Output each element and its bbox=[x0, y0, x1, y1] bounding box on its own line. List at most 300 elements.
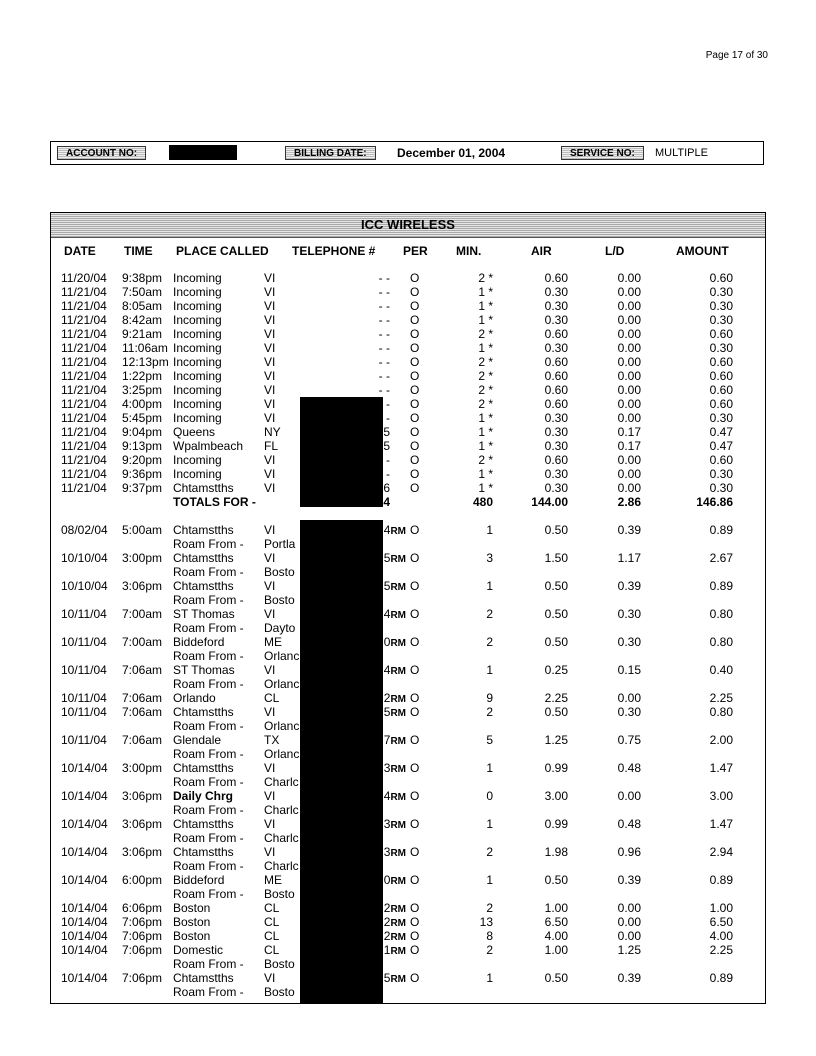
cell-st: VI bbox=[264, 397, 276, 411]
cell-amt: 0.89 bbox=[709, 873, 733, 887]
cell-place: Roam From - bbox=[173, 831, 244, 845]
cell-per: O bbox=[410, 873, 420, 887]
cell-tel: - bbox=[386, 411, 390, 425]
cell-per: O bbox=[410, 467, 420, 481]
cell-place: ST Thomas bbox=[173, 663, 235, 677]
table-row bbox=[0, 691, 816, 705]
cell-time: 7:06pm bbox=[122, 915, 163, 929]
cell-ld: 1.25 bbox=[617, 943, 641, 957]
cell-amt: 2.94 bbox=[709, 845, 733, 859]
cell-date: 10/14/04 bbox=[61, 915, 108, 929]
cell-amt: 0.80 bbox=[709, 705, 733, 719]
cell-min: 5 bbox=[486, 733, 493, 747]
cell-roam-flag: RM bbox=[390, 554, 406, 565]
cell-air: 0.25 bbox=[544, 663, 568, 677]
cell-time: 9:38pm bbox=[122, 271, 163, 285]
cell-tel-number: 3 bbox=[383, 845, 391, 859]
billing-date-label: BILLING DATE: bbox=[285, 146, 376, 160]
cell-place: Chtamstths bbox=[173, 817, 234, 831]
roam-row bbox=[0, 985, 816, 999]
cell-ld: 0.00 bbox=[617, 285, 641, 299]
cell-per: O bbox=[410, 299, 420, 313]
cell-per: O bbox=[410, 285, 420, 299]
cell-tel: - - bbox=[378, 341, 390, 355]
cell-time: 1:22pm bbox=[122, 369, 163, 383]
roam-row bbox=[0, 621, 816, 635]
cell-min: 2 * bbox=[478, 397, 493, 411]
cell-min: 2 * bbox=[478, 271, 493, 285]
cell-per: O bbox=[410, 663, 420, 677]
cell-per: O bbox=[410, 439, 420, 453]
cell-tel-number: 0 bbox=[383, 635, 391, 649]
cell-time: 7:06pm bbox=[122, 929, 163, 943]
cell-min: 1 * bbox=[478, 411, 493, 425]
cell-time: 9:04pm bbox=[122, 425, 163, 439]
roam-row bbox=[0, 719, 816, 733]
cell-amt: 0.47 bbox=[709, 439, 733, 453]
cell-min: 2 bbox=[486, 943, 493, 957]
cell-st: Charlc bbox=[264, 831, 299, 845]
roam-row bbox=[0, 593, 816, 607]
cell-date: 11/21/04 bbox=[61, 383, 107, 397]
cell-tel: 5 bbox=[383, 439, 390, 453]
cell-date: 11/21/04 bbox=[61, 425, 107, 439]
col-time-header: TIME bbox=[124, 244, 153, 258]
cell-amt: 0.60 bbox=[709, 383, 733, 397]
cell-time: 9:37pm bbox=[122, 481, 163, 495]
cell-ld: 0.39 bbox=[617, 579, 641, 593]
cell-date: 11/21/04 bbox=[61, 439, 107, 453]
cell-time: 7:06am bbox=[122, 691, 163, 705]
cell-min: 480 bbox=[472, 495, 493, 509]
cell-min: 1 bbox=[486, 761, 493, 775]
col-per-header: PER bbox=[403, 244, 428, 258]
cell-min: 1 bbox=[486, 817, 493, 831]
cell-amt: 3.00 bbox=[709, 789, 733, 803]
cell-tel: - - bbox=[378, 355, 390, 369]
cell-time: 9:20pm bbox=[122, 453, 163, 467]
cell-tel-number: 7 bbox=[383, 733, 391, 747]
cell-per: O bbox=[410, 579, 420, 593]
cell-ld: 0.00 bbox=[617, 691, 641, 705]
cell-roam-flag: RM bbox=[390, 904, 406, 915]
cell-min: 3 bbox=[486, 551, 493, 565]
cell-per: O bbox=[410, 397, 420, 411]
cell-st: Charlc bbox=[264, 775, 299, 789]
cell-place: Roam From - bbox=[173, 719, 244, 733]
cell-air: 4.00 bbox=[544, 929, 568, 943]
cell-amt: 0.60 bbox=[709, 397, 733, 411]
cell-place: Incoming bbox=[173, 467, 222, 481]
cell-place: Incoming bbox=[173, 411, 222, 425]
cell-date: 10/11/04 bbox=[61, 635, 107, 649]
cell-tel-number: 3 bbox=[383, 817, 391, 831]
cell-tel-number: 2 bbox=[383, 691, 391, 705]
cell-time: 6:00pm bbox=[122, 873, 163, 887]
cell-per: O bbox=[410, 691, 420, 705]
cell-date: 10/10/04 bbox=[61, 551, 108, 565]
cell-date: 11/21/04 bbox=[61, 411, 107, 425]
col-date-header: DATE bbox=[64, 244, 96, 258]
cell-time: 7:06am bbox=[122, 705, 163, 719]
cell-date: 11/21/04 bbox=[61, 355, 107, 369]
cell-ld: 0.17 bbox=[617, 425, 641, 439]
cell-ld: 0.00 bbox=[617, 901, 641, 915]
cell-place: Chtamstths bbox=[173, 705, 234, 719]
cell-per: O bbox=[410, 383, 420, 397]
cell-place: Incoming bbox=[173, 327, 222, 341]
cell-st: VI bbox=[264, 579, 276, 593]
cell-st: CL bbox=[264, 929, 280, 943]
cell-tel: - - bbox=[378, 327, 390, 341]
cell-air: 1.00 bbox=[544, 901, 568, 915]
cell-place: Roam From - bbox=[173, 957, 244, 971]
cell-min: 1 * bbox=[478, 341, 493, 355]
cell-amt: 2.00 bbox=[709, 733, 733, 747]
cell-date: 11/21/04 bbox=[61, 327, 107, 341]
cell-date: 11/21/04 bbox=[61, 369, 107, 383]
cell-time: 3:06pm bbox=[122, 579, 163, 593]
cell-tel: 4 bbox=[383, 495, 390, 509]
cell-st: ME bbox=[264, 635, 282, 649]
cell-ld: 0.00 bbox=[617, 467, 641, 481]
cell-time: 6:06pm bbox=[122, 901, 163, 915]
cell-time: 3:06pm bbox=[122, 845, 163, 859]
cell-tel-number: 4 bbox=[383, 789, 391, 803]
cell-per: O bbox=[410, 327, 420, 341]
cell-roam-flag: RM bbox=[390, 876, 406, 887]
cell-date: 10/11/04 bbox=[61, 691, 107, 705]
cell-tel: - - bbox=[378, 285, 390, 299]
cell-air: 0.50 bbox=[544, 607, 568, 621]
cell-st: VI bbox=[264, 327, 276, 341]
table-row bbox=[0, 551, 816, 565]
cell-place: Roam From - bbox=[173, 649, 244, 663]
cell-date: 11/21/04 bbox=[61, 341, 107, 355]
cell-ld: 0.00 bbox=[617, 369, 641, 383]
roam-row bbox=[0, 677, 816, 691]
cell-min: 2 bbox=[486, 635, 493, 649]
cell-per: O bbox=[410, 607, 420, 621]
table-row bbox=[0, 579, 816, 593]
cell-air: 0.60 bbox=[544, 397, 568, 411]
cell-date: 11/21/04 bbox=[61, 285, 107, 299]
table-row bbox=[0, 467, 816, 481]
cell-st: Dayto bbox=[264, 621, 296, 635]
cell-tel: 5 bbox=[383, 425, 390, 439]
cell-per: O bbox=[410, 733, 420, 747]
cell-air: 0.30 bbox=[544, 299, 568, 313]
cell-ld: 0.00 bbox=[617, 271, 641, 285]
cell-time: 8:05am bbox=[122, 299, 163, 313]
cell-ld: 0.00 bbox=[617, 397, 641, 411]
account-no-label: ACCOUNT NO: bbox=[57, 146, 146, 160]
cell-st: VI bbox=[264, 607, 276, 621]
cell-per: O bbox=[410, 929, 420, 943]
table-row bbox=[0, 789, 816, 803]
cell-date: 10/10/04 bbox=[61, 579, 108, 593]
cell-amt: 1.47 bbox=[709, 817, 733, 831]
cell-st: VI bbox=[264, 817, 276, 831]
cell-min: 2 * bbox=[478, 369, 493, 383]
cell-air: 1.50 bbox=[544, 551, 568, 565]
cell-air: 0.30 bbox=[544, 411, 568, 425]
cell-place: Roam From - bbox=[173, 887, 244, 901]
table-row bbox=[0, 901, 816, 915]
cell-ld: 0.39 bbox=[617, 523, 641, 537]
cell-tel: - bbox=[386, 397, 390, 411]
col-telephone-header: TELEPHONE # bbox=[292, 244, 376, 258]
cell-place: Glendale bbox=[173, 733, 222, 747]
table-row bbox=[0, 355, 816, 369]
cell-st: Charlc bbox=[264, 803, 299, 817]
cell-st: Bosto bbox=[264, 593, 295, 607]
cell-tel-number: 3 bbox=[383, 761, 391, 775]
cell-date: 10/14/04 bbox=[61, 901, 108, 915]
cell-st: NY bbox=[264, 425, 281, 439]
cell-place: Roam From - bbox=[173, 747, 244, 761]
cell-tel-number: 2 bbox=[383, 901, 391, 915]
cell-st: VI bbox=[264, 369, 276, 383]
cell-date: 11/20/04 bbox=[61, 271, 107, 285]
cell-st: TX bbox=[264, 733, 280, 747]
cell-time: 9:21am bbox=[122, 327, 163, 341]
cell-ld: 0.00 bbox=[617, 929, 641, 943]
cell-place: Chtamstths bbox=[173, 523, 234, 537]
cell-st: VI bbox=[264, 523, 276, 537]
cell-date: 10/14/04 bbox=[61, 845, 108, 859]
table-row bbox=[0, 299, 816, 313]
cell-ld: 0.39 bbox=[617, 971, 641, 985]
cell-time: 3:00pm bbox=[122, 551, 163, 565]
cell-min: 0 bbox=[486, 789, 493, 803]
cell-tel: - bbox=[386, 453, 390, 467]
cell-min: 1 * bbox=[478, 299, 493, 313]
cell-air: 0.30 bbox=[544, 481, 568, 495]
cell-ld: 0.00 bbox=[617, 299, 641, 313]
cell-ld: 0.00 bbox=[617, 327, 641, 341]
cell-per: O bbox=[410, 411, 420, 425]
telephone-redaction-upper bbox=[300, 397, 383, 507]
cell-place: Chtamstths bbox=[173, 971, 234, 985]
telephone-redaction-lower bbox=[300, 520, 383, 1004]
table-row bbox=[0, 635, 816, 649]
cell-st: VI bbox=[264, 789, 276, 803]
cell-st: CL bbox=[264, 691, 280, 705]
cell-st: Orlanc bbox=[264, 649, 300, 663]
cell-tel-number: 1 bbox=[383, 943, 391, 957]
cell-st: VI bbox=[264, 761, 276, 775]
cell-air: 0.60 bbox=[544, 383, 568, 397]
cell-roam-flag: RM bbox=[390, 708, 406, 719]
cell-min: 1 bbox=[486, 663, 493, 677]
cell-st: VI bbox=[264, 845, 276, 859]
roam-row bbox=[0, 859, 816, 873]
cell-time: 7:06pm bbox=[122, 971, 163, 985]
cell-place: Roam From - bbox=[173, 775, 244, 789]
cell-place: Biddeford bbox=[173, 635, 225, 649]
cell-place: Roam From - bbox=[173, 537, 244, 551]
roam-row bbox=[0, 831, 816, 845]
cell-air: 0.60 bbox=[544, 355, 568, 369]
cell-place: Incoming bbox=[173, 341, 222, 355]
cell-place: Queens bbox=[173, 425, 216, 439]
cell-per: O bbox=[410, 271, 420, 285]
cell-tel: - bbox=[386, 467, 390, 481]
cell-place: Incoming bbox=[173, 355, 222, 369]
table-row bbox=[0, 929, 816, 943]
cell-amt: 0.60 bbox=[709, 453, 733, 467]
cell-min: 1 bbox=[486, 579, 493, 593]
cell-min: 1 * bbox=[478, 467, 493, 481]
table-row bbox=[0, 327, 816, 341]
cell-place: Roam From - bbox=[173, 803, 244, 817]
cell-min: 9 bbox=[486, 691, 493, 705]
cell-place: ST Thomas bbox=[173, 607, 235, 621]
cell-amt: 0.30 bbox=[709, 411, 733, 425]
cell-date: 10/14/04 bbox=[61, 971, 108, 985]
cell-roam-flag: RM bbox=[390, 792, 406, 803]
roam-row bbox=[0, 565, 816, 579]
cell-air: 0.30 bbox=[544, 313, 568, 327]
cell-amt: 0.30 bbox=[709, 481, 733, 495]
cell-date: 10/14/04 bbox=[61, 817, 108, 831]
cell-roam-flag: RM bbox=[390, 666, 406, 677]
cell-air: 1.00 bbox=[544, 943, 568, 957]
cell-min: 1 * bbox=[478, 481, 493, 495]
cell-st: VI bbox=[264, 341, 276, 355]
cell-per: O bbox=[410, 341, 420, 355]
cell-air: 0.60 bbox=[544, 327, 568, 341]
cell-air: 6.50 bbox=[544, 915, 568, 929]
cell-air: 0.30 bbox=[544, 285, 568, 299]
cell-air: 3.00 bbox=[544, 789, 568, 803]
cell-st: VI bbox=[264, 705, 276, 719]
cell-roam-flag: RM bbox=[390, 638, 406, 649]
cell-min: 1 * bbox=[478, 439, 493, 453]
roam-row bbox=[0, 649, 816, 663]
cell-st: VI bbox=[264, 663, 276, 677]
cell-tel: - - bbox=[378, 383, 390, 397]
cell-per: O bbox=[410, 845, 420, 859]
cell-tel-number: 5 bbox=[383, 579, 391, 593]
cell-air: 0.99 bbox=[544, 761, 568, 775]
cell-min: 1 bbox=[486, 523, 493, 537]
cell-time: 11:06am bbox=[122, 341, 168, 355]
cell-place: Boston bbox=[173, 901, 211, 915]
cell-st: VI bbox=[264, 285, 276, 299]
table-row bbox=[0, 425, 816, 439]
cell-st: CL bbox=[264, 901, 280, 915]
cell-amt: 6.50 bbox=[709, 915, 733, 929]
cell-st: CL bbox=[264, 915, 280, 929]
cell-roam-flag: RM bbox=[390, 974, 406, 985]
cell-per: O bbox=[410, 817, 420, 831]
cell-st: VI bbox=[264, 481, 276, 495]
cell-roam-flag: RM bbox=[390, 932, 406, 943]
cell-time: 7:06am bbox=[122, 663, 163, 677]
table-row bbox=[0, 313, 816, 327]
cell-air: 2.25 bbox=[544, 691, 568, 705]
cell-time: 7:06am bbox=[122, 733, 163, 747]
cell-amt: 4.00 bbox=[709, 929, 733, 943]
cell-place: Roam From - bbox=[173, 565, 244, 579]
cell-place: Domestic bbox=[173, 943, 224, 957]
cell-air: 0.50 bbox=[544, 579, 568, 593]
cell-air: 0.30 bbox=[544, 425, 568, 439]
table-row bbox=[0, 453, 816, 467]
cell-air: 0.60 bbox=[544, 271, 568, 285]
cell-roam-flag: RM bbox=[390, 736, 406, 747]
cell-place: TOTALS FOR - bbox=[173, 495, 256, 509]
cell-air: 0.30 bbox=[544, 467, 568, 481]
cell-date: 08/02/04 bbox=[61, 523, 108, 537]
cell-tel-number: 4 bbox=[383, 523, 391, 537]
cell-amt: 0.30 bbox=[709, 285, 733, 299]
cell-air: 144.00 bbox=[531, 495, 568, 509]
cell-amt: 0.60 bbox=[709, 327, 733, 341]
table-row bbox=[0, 383, 816, 397]
cell-amt: 146.86 bbox=[696, 495, 733, 509]
roam-row bbox=[0, 537, 816, 551]
cell-air: 0.50 bbox=[544, 635, 568, 649]
cell-amt: 1.47 bbox=[709, 761, 733, 775]
table-row bbox=[0, 761, 816, 775]
cell-per: O bbox=[410, 369, 420, 383]
cell-place: Incoming bbox=[173, 453, 222, 467]
cell-place: Biddeford bbox=[173, 873, 225, 887]
cell-air: 0.50 bbox=[544, 523, 568, 537]
cell-per: O bbox=[410, 901, 420, 915]
col-air-header: AIR bbox=[531, 244, 552, 258]
table-row bbox=[0, 397, 816, 411]
cell-time: 3:25pm bbox=[122, 383, 163, 397]
table-row bbox=[0, 915, 816, 929]
cell-date: 11/21/04 bbox=[61, 397, 107, 411]
cell-air: 0.99 bbox=[544, 817, 568, 831]
cell-date: 10/11/04 bbox=[61, 607, 107, 621]
cell-per: O bbox=[410, 313, 420, 327]
cell-air: 0.50 bbox=[544, 705, 568, 719]
cell-amt: 0.30 bbox=[709, 467, 733, 481]
cell-tel-number: 2 bbox=[383, 929, 391, 943]
cell-min: 1 bbox=[486, 971, 493, 985]
cell-date: 11/21/04 bbox=[61, 313, 107, 327]
cell-st: VI bbox=[264, 355, 276, 369]
cell-date: 11/21/04 bbox=[61, 453, 107, 467]
cell-tel-number: 0 bbox=[383, 873, 391, 887]
cell-min: 2 * bbox=[478, 355, 493, 369]
cell-air: 0.60 bbox=[544, 453, 568, 467]
cell-air: 0.30 bbox=[544, 439, 568, 453]
cell-ld: 0.00 bbox=[617, 383, 641, 397]
cell-st: VI bbox=[264, 551, 276, 565]
cell-roam-flag: RM bbox=[390, 582, 406, 593]
table-row bbox=[0, 733, 816, 747]
cell-ld: 0.15 bbox=[617, 663, 641, 677]
cell-st: VI bbox=[264, 467, 276, 481]
cell-st: VI bbox=[264, 411, 276, 425]
service-no-label: SERVICE NO: bbox=[561, 146, 644, 160]
cell-st: Charlc bbox=[264, 859, 299, 873]
cell-ld: 0.00 bbox=[617, 313, 641, 327]
cell-date: 10/14/04 bbox=[61, 761, 108, 775]
cell-time: 8:42am bbox=[122, 313, 163, 327]
cell-place: Roam From - bbox=[173, 859, 244, 873]
cell-min: 2 bbox=[486, 901, 493, 915]
cell-time: 3:00pm bbox=[122, 761, 163, 775]
table-row bbox=[0, 369, 816, 383]
